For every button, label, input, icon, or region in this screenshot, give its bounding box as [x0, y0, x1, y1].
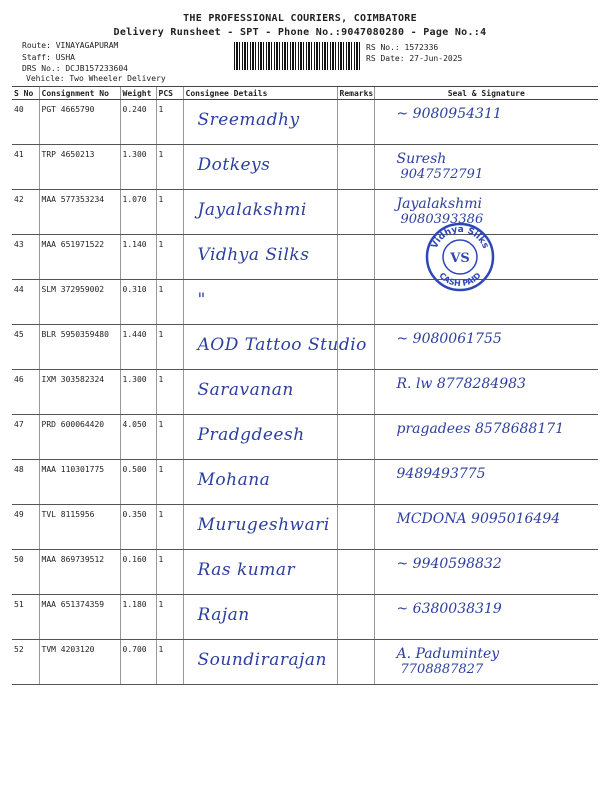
table-row — [12, 460, 598, 505]
consignee-cell — [183, 325, 367, 370]
pieces-count: 1 — [156, 550, 183, 595]
pieces-count: 1 — [156, 370, 183, 415]
consignee-handwriting: Murugeshwari — [197, 515, 330, 535]
barcode — [234, 42, 360, 70]
signature-cell — [374, 370, 598, 415]
signature-handwriting: Jayalakshmi — [396, 196, 482, 212]
runsheet-subtitle: Delivery Runsheet - SPT - Phone No.:9047080280 - Page No.:4 — [113, 27, 487, 38]
signature-phone: 7708887827 — [400, 662, 484, 677]
serial-number: 47 — [12, 415, 39, 460]
consignment-number: MAA 869739512 — [39, 550, 120, 595]
serial-number: 50 — [12, 550, 39, 595]
remarks-cell — [337, 460, 374, 505]
serial-number: 48 — [12, 460, 39, 505]
signature-cell — [374, 460, 598, 505]
pieces-count: 1 — [156, 415, 183, 460]
consignee-handwriting: Soundirarajan — [197, 650, 327, 670]
consignee-handwriting: " — [197, 290, 206, 310]
remarks-cell — [337, 550, 374, 595]
pieces-count: 1 — [156, 280, 183, 325]
rs-number: RS No.: 1572336 — [366, 43, 439, 52]
serial-number: 52 — [12, 640, 39, 685]
pieces-count: 1 — [156, 640, 183, 685]
signature-cell — [374, 505, 598, 550]
drs-label: DRS No.: DCJB157233604 — [22, 64, 128, 73]
consignee-handwriting: Saravanan — [197, 380, 294, 400]
consignment-number: MAA 110301775 — [39, 460, 120, 505]
remarks-cell — [337, 595, 374, 640]
table-row — [12, 100, 598, 145]
consignee-cell — [183, 505, 337, 550]
consignment-number: SLM 372959002 — [39, 280, 120, 325]
column-header: Consignee Details — [183, 87, 337, 100]
consignee-handwriting: Vidhya Silks — [197, 245, 310, 265]
weight-value: 0.700 — [120, 640, 156, 685]
serial-number: 43 — [12, 235, 39, 280]
signature-phone: 9080393386 — [400, 212, 484, 227]
table-row — [12, 370, 598, 415]
weight-value: 0.500 — [120, 460, 156, 505]
remarks-cell — [337, 640, 374, 685]
consignment-number: MAA 651374359 — [39, 595, 120, 640]
table-row — [12, 235, 598, 280]
signature-cell — [374, 145, 598, 190]
pieces-count: 1 — [156, 505, 183, 550]
column-header: Remarks — [337, 87, 374, 100]
weight-value: 4.050 — [120, 415, 156, 460]
consignee-cell — [183, 190, 337, 235]
consignment-number: PGT 4665790 — [39, 100, 120, 145]
table-row — [12, 550, 598, 595]
signature-handwriting: ~ 9080061755 — [396, 331, 502, 347]
column-header: Seal & Signature — [374, 87, 598, 100]
consignee-cell — [183, 145, 337, 190]
pieces-count: 1 — [156, 325, 183, 370]
signature-handwriting: ~ 9940598832 — [396, 556, 502, 572]
table-row — [12, 415, 598, 460]
consignee-handwriting: Pradgdeesh — [197, 425, 305, 445]
vehicle-label: Vehicle: Two Wheeler Delivery — [26, 74, 166, 83]
table-row — [12, 280, 598, 325]
table-row — [12, 190, 598, 235]
table-row — [12, 595, 598, 640]
serial-number: 45 — [12, 325, 39, 370]
weight-value: 0.160 — [120, 550, 156, 595]
remarks-cell — [337, 370, 374, 415]
consignee-cell — [183, 235, 337, 280]
consignee-handwriting: Rajan — [197, 605, 250, 625]
runsheet-table — [12, 86, 598, 685]
signature-handwriting: A. Padumintey — [396, 646, 500, 662]
column-header: Weight — [120, 87, 156, 100]
route-label: Route: VINAYAGAPURAM — [22, 41, 119, 50]
remarks-cell — [337, 415, 374, 460]
table-row — [12, 505, 598, 550]
consignment-number: MAA 577353234 — [39, 190, 120, 235]
signature-cell — [374, 595, 598, 640]
consignee-cell — [183, 370, 337, 415]
remarks-cell — [337, 190, 374, 235]
pieces-count: 1 — [156, 595, 183, 640]
weight-value: 0.350 — [120, 505, 156, 550]
serial-number: 44 — [12, 280, 39, 325]
serial-number: 40 — [12, 100, 39, 145]
pieces-count: 1 — [156, 145, 183, 190]
column-header: Consignment No — [39, 87, 120, 100]
consignment-number: BLR 5950359480 — [39, 325, 120, 370]
remarks-cell — [337, 100, 374, 145]
serial-number: 42 — [12, 190, 39, 235]
weight-value: 1.180 — [120, 595, 156, 640]
consignment-number: PRD 600064420 — [39, 415, 120, 460]
consignee-cell — [183, 460, 337, 505]
table-row — [12, 145, 598, 190]
weight-value: 0.310 — [120, 280, 156, 325]
consignment-number: TRP 4650213 — [39, 145, 120, 190]
table-row — [12, 640, 598, 685]
stamp-bottom-text: CASH PAID — [437, 270, 483, 289]
consignee-cell — [183, 280, 337, 325]
consignee-handwriting: Jayalakshmi — [197, 200, 307, 220]
serial-number: 46 — [12, 370, 39, 415]
signature-handwriting: ~ 6380038319 — [396, 601, 502, 617]
consignment-number: TVM 4203120 — [39, 640, 120, 685]
stamp-monogram: VS — [450, 251, 470, 266]
consignee-handwriting: Dotkeys — [197, 155, 271, 175]
signature-cell — [374, 415, 598, 460]
consignee-handwriting: Mohana — [197, 470, 271, 490]
consignee-handwriting: Sreemadhy — [197, 110, 300, 130]
serial-number: 49 — [12, 505, 39, 550]
signature-cell — [374, 550, 598, 595]
signature-phone: 9047572791 — [400, 167, 484, 182]
weight-value: 1.300 — [120, 145, 156, 190]
remarks-cell — [337, 280, 374, 325]
consignee-cell — [183, 550, 337, 595]
consignment-number: MAA 651971522 — [39, 235, 120, 280]
column-header: PCS — [156, 87, 183, 100]
consignment-number: TVL 8115956 — [39, 505, 120, 550]
consignee-cell — [183, 595, 337, 640]
remarks-cell — [337, 235, 374, 280]
stamp-top-text: Vidhya Silks — [429, 224, 491, 251]
signature-handwriting: Suresh — [396, 151, 447, 167]
table-row — [12, 325, 598, 370]
table-header-row — [12, 87, 598, 100]
rs-date: RS Date: 27-Jun-2025 — [366, 54, 463, 63]
signature-cell — [374, 100, 598, 145]
pieces-count: 1 — [156, 460, 183, 505]
signature-handwriting: pragadees 8578688171 — [396, 421, 565, 437]
consignee-cell — [183, 100, 337, 145]
signature-handwriting: MCDONA 9095016494 — [396, 511, 561, 527]
cash-paid-stamp — [425, 222, 495, 292]
consignee-cell — [183, 640, 337, 685]
company-title: THE PROFESSIONAL COURIERS, COIMBATORE — [183, 13, 417, 24]
weight-value: 1.070 — [120, 190, 156, 235]
signature-handwriting: 9489493775 — [396, 466, 486, 482]
staff-label: Staff: USHA — [22, 53, 75, 62]
weight-value: 1.140 — [120, 235, 156, 280]
pieces-count: 1 — [156, 190, 183, 235]
consignee-handwriting: AOD Tattoo Studio — [197, 335, 367, 355]
column-header: S No — [12, 87, 39, 100]
pieces-count: 1 — [156, 235, 183, 280]
remarks-cell — [337, 505, 374, 550]
serial-number: 51 — [12, 595, 39, 640]
pieces-count: 1 — [156, 100, 183, 145]
consignee-handwriting: Ras kumar — [197, 560, 296, 580]
weight-value: 1.440 — [120, 325, 156, 370]
serial-number: 41 — [12, 145, 39, 190]
consignment-number: IXM 303582324 — [39, 370, 120, 415]
signature-handwriting: R. lw 8778284983 — [396, 376, 526, 392]
remarks-cell — [337, 145, 374, 190]
weight-value: 0.240 — [120, 100, 156, 145]
signature-cell — [374, 325, 598, 370]
signature-handwriting: ~ 9080954311 — [396, 106, 502, 122]
weight-value: 1.300 — [120, 370, 156, 415]
consignee-cell — [183, 415, 337, 460]
signature-cell — [374, 640, 598, 685]
